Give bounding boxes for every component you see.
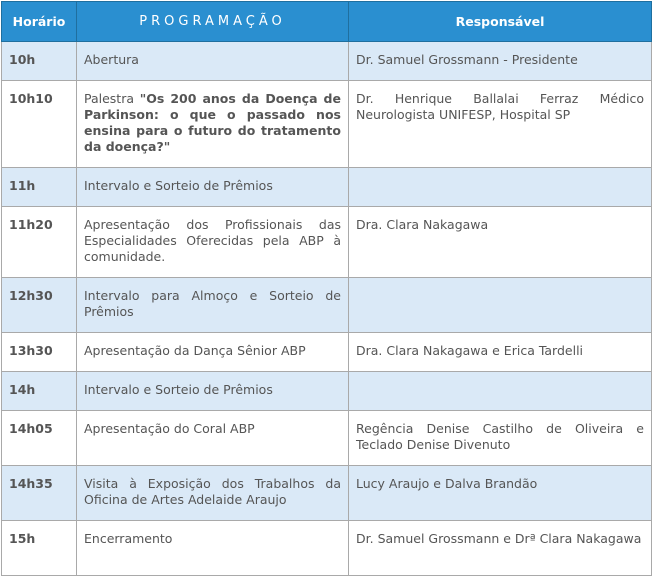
table-row bbox=[2, 333, 652, 372]
header-row bbox=[2, 2, 652, 42]
row-time: 15h bbox=[2, 521, 77, 576]
header-time: Horário bbox=[2, 2, 77, 42]
row-time: 14h bbox=[2, 372, 77, 411]
row-responsible: Regência Denise Castilho de Oliveira e Teclado Denise Divenuto bbox=[349, 411, 652, 466]
table-row bbox=[2, 372, 652, 411]
schedule-container bbox=[1, 1, 651, 576]
row-activity: Apresentação dos Profissionais das Especialidades Oferecidas pela ABP à comunidade. bbox=[77, 207, 349, 278]
row-time: 14h35 bbox=[2, 466, 77, 521]
row-responsible: Dra. Clara Nakagawa e Erica Tardelli bbox=[349, 333, 652, 372]
row-activity: Intervalo e Sorteio de Prêmios bbox=[77, 372, 349, 411]
table-row bbox=[2, 81, 652, 168]
table-row bbox=[2, 411, 652, 466]
row-time: 10h bbox=[2, 42, 77, 81]
row-responsible: Dr. Samuel Grossmann - Presidente bbox=[349, 42, 652, 81]
row-time: 12h30 bbox=[2, 278, 77, 333]
row-activity: Apresentação da Dança Sênior ABP bbox=[77, 333, 349, 372]
row-activity: Intervalo para Almoço e Sorteio de Prêmios bbox=[77, 278, 349, 333]
schedule-table bbox=[1, 1, 652, 576]
table-row bbox=[2, 207, 652, 278]
row-activity: Visita à Exposição dos Trabalhos da Oficina de Artes Adelaide Araujo bbox=[77, 466, 349, 521]
row-time: 10h10 bbox=[2, 81, 77, 168]
row-activity: Encerramento bbox=[77, 521, 349, 576]
row-time: 11h bbox=[2, 168, 77, 207]
row-responsible: Lucy Araujo e Dalva Brandão bbox=[349, 466, 652, 521]
table-row bbox=[2, 521, 652, 576]
row-activity: Apresentação do Coral ABP bbox=[77, 411, 349, 466]
table-row bbox=[2, 278, 652, 333]
header-program: PROGRAMAÇÃO bbox=[77, 2, 349, 42]
row-responsible: Dra. Clara Nakagawa bbox=[349, 207, 652, 278]
row-responsible: Dr. Henrique Ballalai Ferraz Médico Neurologista UNIFESP, Hospital SP bbox=[349, 81, 652, 168]
table-row bbox=[2, 168, 652, 207]
table-row bbox=[2, 466, 652, 521]
row-activity: Intervalo e Sorteio de Prêmios bbox=[77, 168, 349, 207]
row-time: 13h30 bbox=[2, 333, 77, 372]
lecture-title: "Os 200 anos da Doença de Parkinson: o que o passado nos ensina para o futuro do tratamento da doença?" bbox=[84, 91, 341, 154]
row-responsible bbox=[349, 168, 652, 207]
activity-prefix: Palestra bbox=[84, 91, 140, 106]
row-responsible: Dr. Samuel Grossmann e Drª Clara Nakagawa bbox=[349, 521, 652, 576]
row-activity: Abertura bbox=[77, 42, 349, 81]
row-responsible bbox=[349, 372, 652, 411]
row-time: 11h20 bbox=[2, 207, 77, 278]
header-responsible: Responsável bbox=[349, 2, 652, 42]
table-row bbox=[2, 42, 652, 81]
row-responsible bbox=[349, 278, 652, 333]
row-time: 14h05 bbox=[2, 411, 77, 466]
row-activity bbox=[77, 81, 349, 168]
